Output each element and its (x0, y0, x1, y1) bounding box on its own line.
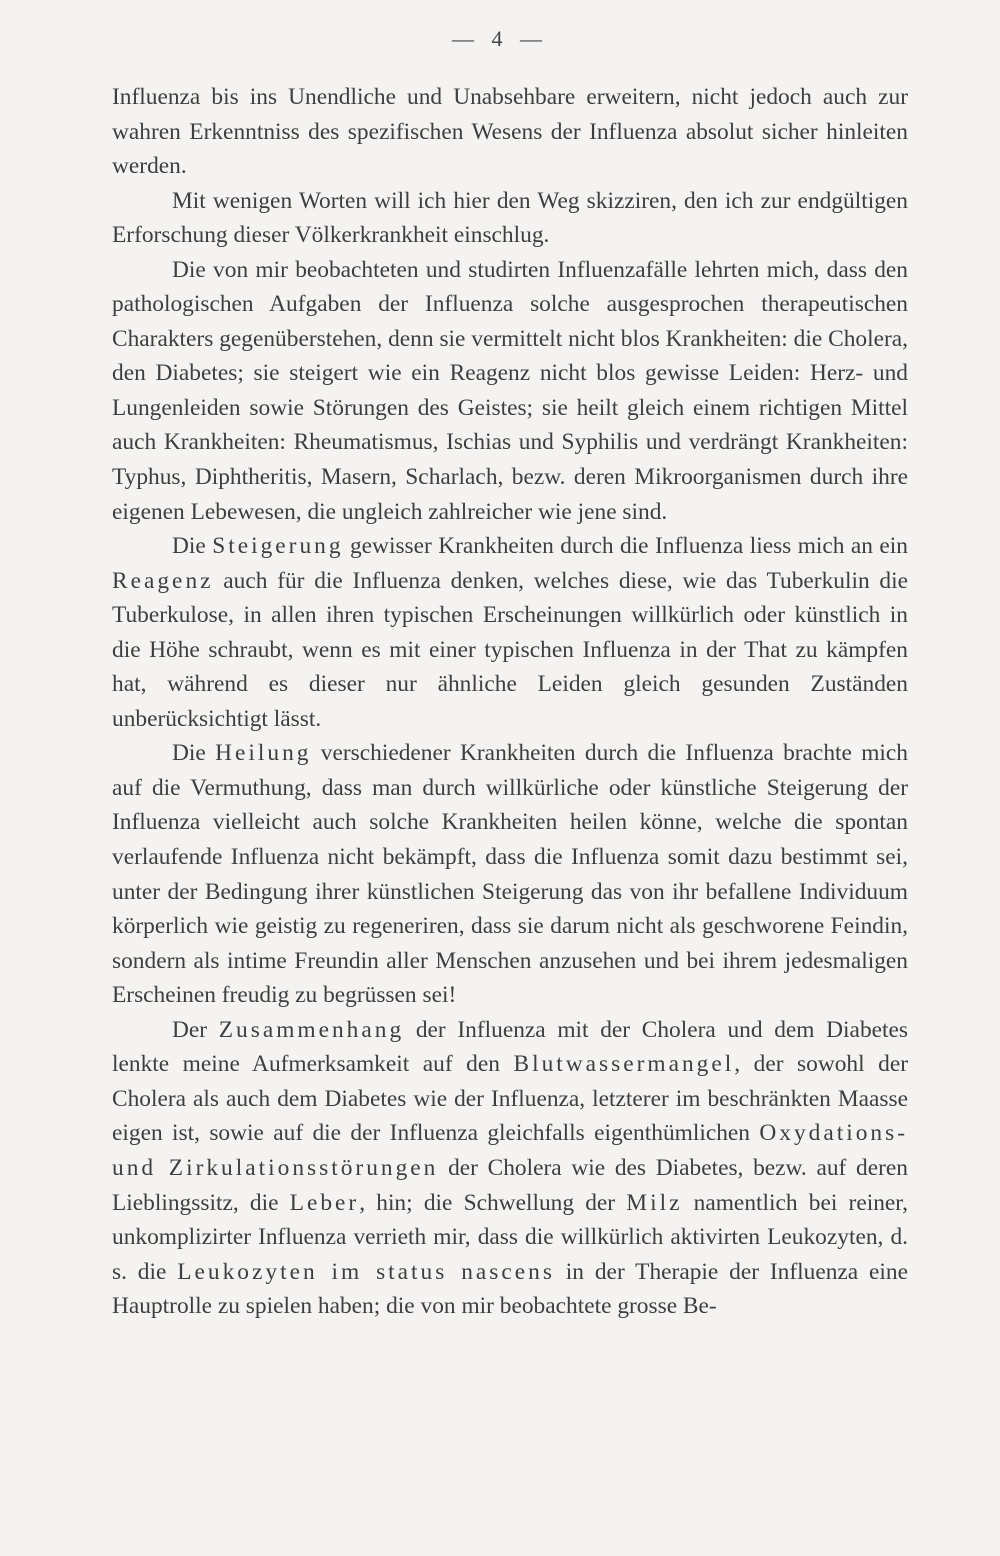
paragraph (112, 529, 908, 736)
emphasized-text: Zusammenhang (218, 1016, 405, 1043)
emphasized-text: Steigerung (212, 533, 344, 560)
text-run: verschiedener Krankheiten durch die Influenza brachte mich auf die Vermuthung, dass man durch willkürliche oder künstliche Steigerung der Influenza vielleicht auch solche Krankheiten heilen könne, welche die spontan verlaufende Influenza nicht bekämpft, dass die Influenza somit dazu bestimmt sei, unter der Bedingung ihrer künstlichen Steigerung das von ihr befallene Individuum körperlich wie geistig zu regeneriren, dass sie darum nicht als geschworene Feindin, sondern als intime Freundin aller Menschen anzusehen und bei ihrem jedesmaligen Erscheinen freudig zu begrüssen sei! (112, 740, 908, 1009)
text-run: auch für die Influenza denken, welches diese, wie das Tuberkulin die Tuberkulose, in allen ihren typischen Erscheinungen willkürlich oder künstlich in die Höhe schraubt, wenn es mit einer typischen Influenza in der That zu kämpfen hat, während es dieser nur ähnliche Leiden gleich gesunden Zuständen unberücksichtigt lässt. (112, 567, 908, 732)
text-run: Influenza bis ins Unendliche und Unabsehbare erweitern, nicht jedoch auch zur wahren Erkenntniss des spezifischen Wesens der Influenza absolut sicher hinleiten werden. (112, 84, 908, 180)
text-run: namentlich bei reiner, unkomplizirter Influenza verrieth mir, dass die willkürlich aktivirten Leukozyten, d. s. die (112, 1189, 908, 1285)
paragraph (112, 253, 908, 529)
paragraph (112, 184, 908, 253)
text-run: , der sowohl der Cholera als auch dem Diabetes wie der Influenza, letzterer im beschränkten Maasse eigen ist, sowie auf die der Influenza gleichfalls eigenthümlichen (112, 1051, 908, 1147)
emphasized-text: Blutwassermangel (513, 1051, 735, 1078)
paragraph (112, 736, 908, 1012)
paragraph (112, 1013, 908, 1324)
text-run: der Influenza mit der Cholera und dem Diabetes lenkte meine Aufmerksamkeit auf den (112, 1016, 909, 1078)
emphasized-text: Leukozyten im status nascens (177, 1258, 555, 1285)
emphasized-text: Oxydations- und Zirkulationsstörungen (112, 1120, 908, 1181)
text-run: in der Therapie der Influenza eine Hauptrolle zu spielen haben; die von mir beobachtete grosse Be- (112, 1258, 908, 1320)
emphasized-text: Leber (289, 1189, 360, 1216)
text-run: gewisser Krankheiten durch die Influenza liess mich an ein (343, 533, 908, 560)
text-run: , hin; die Schwellung der (359, 1189, 627, 1216)
body-text (112, 80, 908, 1324)
emphasized-text: Reagenz (112, 567, 214, 594)
text-run: Die von mir beobachteten und studirten Influenzafälle lehrten mich, dass den pathologischen Aufgaben der Influenza solche ausgesprochen therapeutischen Charakters gegenüberstehen, denn sie vermittelt nicht blos Krankheiten: die Cholera, den Diabetes; sie steigert wie ein Reagenz nicht blos gewisse Leiden: Herz- und Lungenleiden sowie Störungen des Geistes; sie heilt gleich einem richtigen Mittel auch Krankheiten: Rheumatismus, Ischias und Syphilis und verdrängt Krankheiten: Typhus, Diphtheritis, Masern, Scharlach, bezw. deren Mikroorganismen durch ihre eigenen Lebewesen, die ungleich zahlreicher wie jene sind. (112, 256, 908, 525)
text-run: Die (172, 740, 216, 767)
page-number: — 4 — (452, 26, 548, 51)
paragraph (112, 80, 908, 184)
text-run: Der (172, 1016, 219, 1043)
text-run: Mit wenigen Worten will ich hier den Weg skizziren, den ich zur endgültigen Erforschung dieser Völkerkrankheit einschlug. (112, 187, 908, 249)
emphasized-text: Heilung (215, 740, 312, 767)
emphasized-text: Milz (626, 1189, 683, 1216)
text-run: der Cholera wie des Diabetes, bezw. auf deren Lieblingssitz, die (112, 1154, 908, 1216)
text-run: Die (172, 533, 213, 560)
